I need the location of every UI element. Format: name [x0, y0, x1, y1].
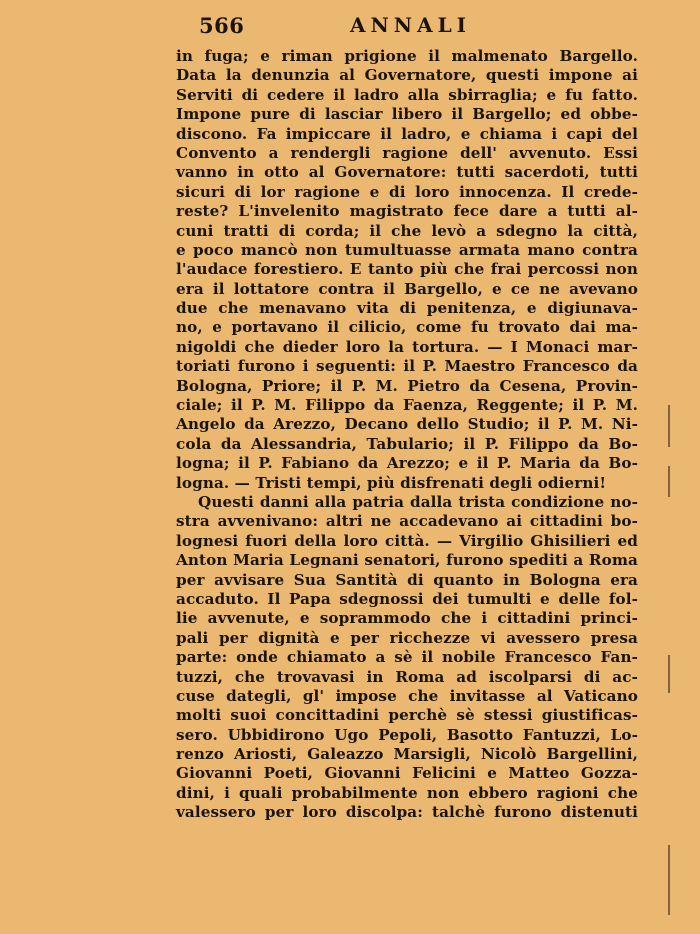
text-line: Giovanni Poeti, Giovanni Felicini e Matteo Gozza-	[176, 764, 638, 783]
margin-mark	[668, 405, 670, 447]
text-line: cola da Alessandria, Tabulario; il P. Filippo da Bo-	[176, 434, 638, 453]
text-line: Convento a rendergli ragione dell' avvenuto. Essi	[176, 143, 638, 162]
margin-mark	[668, 655, 670, 693]
text-line: nigoldi che dieder loro la tortura. — I Monaci mar-	[176, 337, 638, 356]
text-line: sero. Ubbidirono Ugo Pepoli, Basotto Fantuzzi, Lo-	[176, 725, 638, 744]
page-header	[176, 10, 641, 40]
margin-mark	[668, 845, 670, 915]
text-line: cuse dategli, gl' impose che invitasse al Vaticano	[176, 686, 638, 705]
text-line: e poco mancò non tumultuasse armata mano contra	[176, 240, 638, 259]
paragraph-end-line: logna. — Tristi tempi, più disfrenati degli odierni!	[176, 473, 607, 492]
text-line: lie avvenute, e soprammodo che i cittadini princi-	[176, 609, 638, 628]
text-line: valessero per loro discolpa: talchè furono distenuti	[176, 803, 638, 822]
running-title: ANNALI	[350, 13, 472, 37]
text-line: ciale; il P. M. Filippo da Faenza, Reggente; il P. M.	[176, 396, 638, 415]
text-line: tuzzi, che trovavasi in Roma ad iscolparsi di ac-	[176, 667, 638, 686]
text-line: stra avvenivano: altri ne accadevano ai cittadini bo-	[176, 512, 638, 531]
text-line: Serviti di cedere il ladro alla sbirraglia; e fu fatto.	[176, 85, 638, 104]
body-text	[176, 47, 638, 823]
text-line: pali per dignità e per ricchezze vi avessero presa	[176, 628, 638, 647]
text-line: per avvisare Sua Santità di quanto in Bologna era	[176, 570, 638, 589]
paragraph-start-line: Questi danni alla patria dalla trista condizione no-	[198, 492, 638, 511]
text-line: reste? L'invelenito magistrato fece dare a tutti al-	[176, 202, 638, 221]
text-line: molti suoi concittadini perchè sè stessi giustificas-	[176, 706, 638, 725]
text-line: lognesi fuori della loro città. — Virgilio Ghisilieri ed	[176, 531, 638, 550]
page-number: 566	[199, 13, 245, 38]
text-line: Anton Maria Legnani senatori, furono spediti a Roma	[176, 551, 638, 570]
text-line: Bologna, Priore; il P. M. Pietro da Cesena, Provin-	[176, 376, 638, 395]
text-line: due che menavano vita di penitenza, e digiunava-	[176, 299, 638, 318]
text-line: Impone pure di lasciar libero il Bargello; ed obbe-	[176, 105, 638, 124]
text-line: Angelo da Arezzo, Decano dello Studio; il P. M. Ni-	[176, 415, 638, 434]
text-line: discono. Fa impiccare il ladro, e chiama i capi del	[176, 124, 638, 143]
text-line: vanno in otto al Governatore: tutti sacerdoti, tutti	[176, 163, 638, 182]
text-line: Data la denunzia al Governatore, questi impone ai	[176, 66, 638, 85]
text-line: parte: onde chiamato a sè il nobile Francesco Fan-	[176, 648, 638, 667]
text-line: toriati furono i seguenti: il P. Maestro Francesco da	[176, 357, 638, 376]
text-line: accaduto. Il Papa sdegnossi dei tumulti e delle fol-	[176, 589, 638, 608]
text-line: l'audace forestiero. E tanto più che frai percossi non	[176, 260, 638, 279]
text-line: renzo Ariosti, Galeazzo Marsigli, Nicolò Bargellini,	[176, 745, 638, 764]
margin-mark	[668, 466, 670, 497]
text-line: sicuri di lor ragione e di loro innocenza. Il crede-	[176, 182, 638, 201]
text-line: no, e portavano il cilicio, come fu trovato dai ma-	[176, 318, 638, 337]
text-line: era il lottatore contra il Bargello, e ce ne avevano	[176, 279, 638, 298]
text-line: cuni tratti di corda; il che levò a sdegno la città,	[176, 221, 638, 240]
text-line: in fuga; e riman prigione il malmenato Bargello.	[176, 47, 638, 65]
text-line: logna; il P. Fabiano da Arezzo; e il P. Maria da Bo-	[176, 454, 638, 473]
text-line: dini, i quali probabilmente non ebbero ragioni che	[176, 783, 638, 802]
